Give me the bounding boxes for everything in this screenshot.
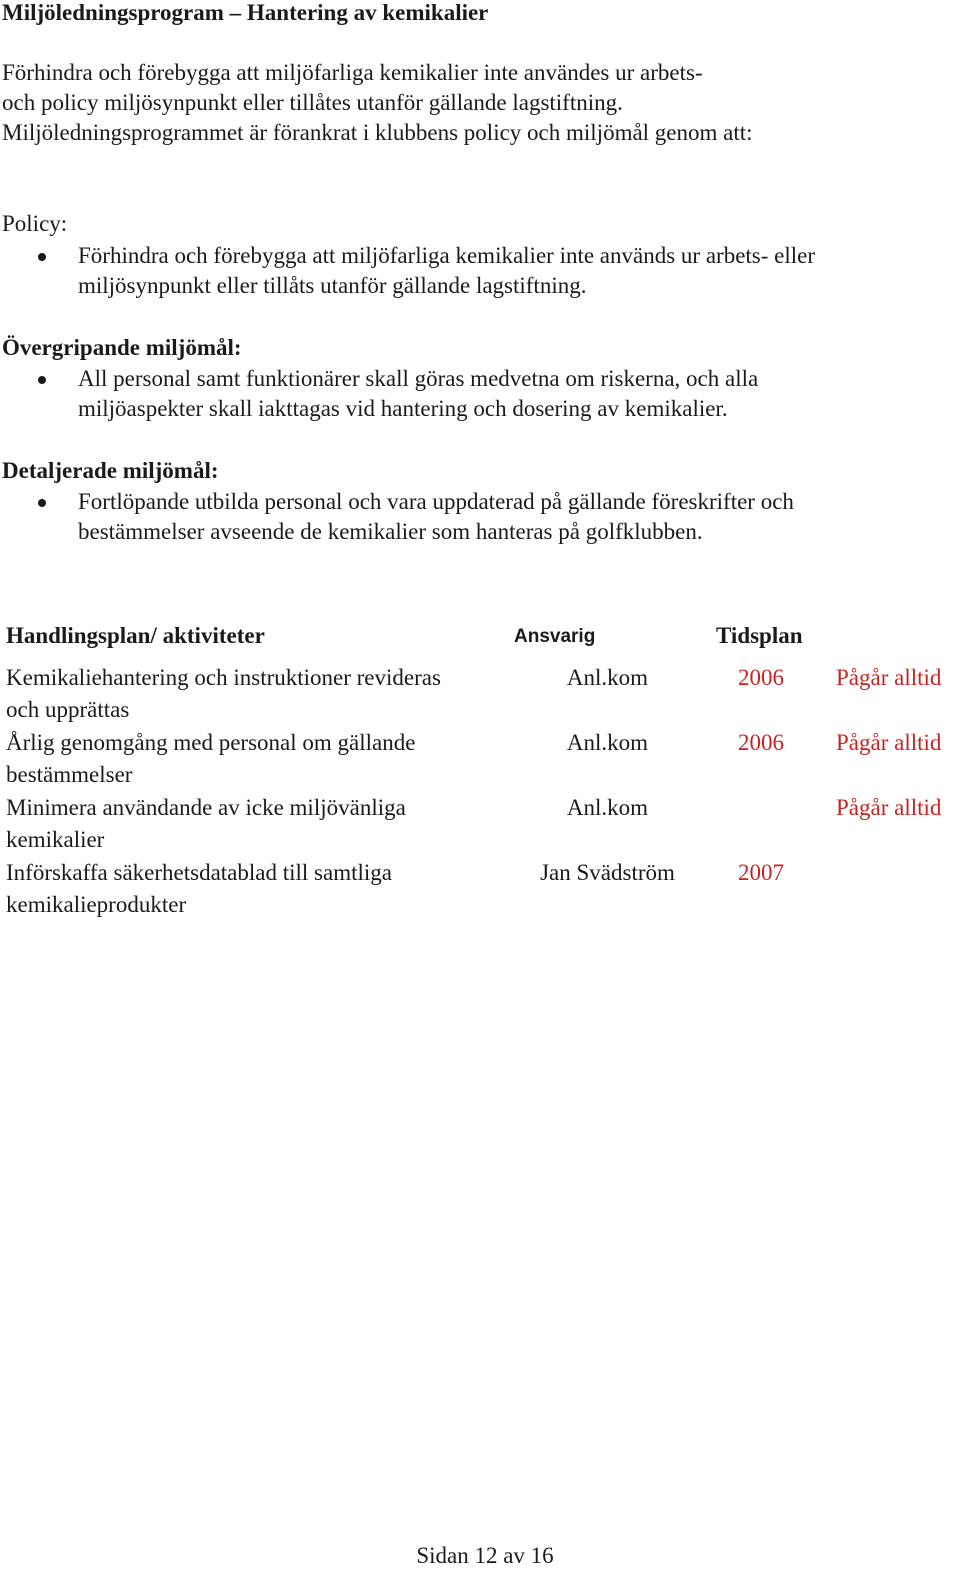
table-row bbox=[0, 662, 960, 727]
policy-heading: Policy: bbox=[2, 211, 68, 236]
action-plan-responsible-header: Ansvarig bbox=[514, 626, 596, 647]
action-plan-activities-header: Handlingsplan/ aktiviteter bbox=[6, 623, 265, 648]
status-cell: Pågår alltid bbox=[836, 665, 942, 690]
list-item-line: All personal samt funktionärer skall göras medvetna om riskerna, och alla bbox=[78, 366, 759, 391]
table-row bbox=[0, 857, 960, 922]
list-item-line: miljöaspekter skall iakttagas vid hantering och dosering av kemikalier. bbox=[78, 396, 728, 421]
year-cell: 2006 bbox=[738, 665, 784, 690]
year-cell: 2006 bbox=[738, 730, 784, 755]
page-title: Miljöledningsprogram – Hantering av kemikalier bbox=[2, 0, 489, 25]
activity-line: Införskaffa säkerhetsdatablad till samtliga bbox=[6, 860, 392, 885]
responsible-cell: Anl.kom bbox=[566, 795, 649, 820]
detailed-goals-heading: Detaljerade miljömål: bbox=[2, 458, 219, 483]
activity-cell bbox=[6, 662, 506, 726]
activity-line: kemikalieprodukter bbox=[6, 892, 187, 917]
table-row bbox=[0, 792, 960, 857]
activity-cell bbox=[6, 857, 506, 921]
action-plan-timeline-header: Tidsplan bbox=[716, 623, 803, 648]
activity-line: Kemikaliehantering och instruktioner revideras bbox=[6, 665, 441, 690]
list-item-text bbox=[78, 487, 940, 547]
year-cell: 2007 bbox=[738, 860, 784, 885]
activity-line: bestämmelser bbox=[6, 762, 133, 787]
table-row bbox=[0, 727, 960, 792]
intro-line: Förhindra och förebygga att miljöfarliga kemikalier inte användes ur arbets- bbox=[2, 60, 703, 85]
list-item-line: bestämmelser avseende de kemikalier som hanteras på golfklubben. bbox=[78, 519, 703, 544]
intro-paragraph bbox=[2, 58, 902, 148]
bullet-icon bbox=[38, 376, 46, 384]
intro-line: och policy miljösynpunkt eller tillåtes utanför gällande lagstiftning. bbox=[2, 90, 623, 115]
activity-line: och upprättas bbox=[6, 697, 130, 722]
bullet-icon bbox=[38, 499, 46, 507]
overall-goals-list bbox=[0, 364, 940, 424]
list-item bbox=[0, 364, 940, 424]
list-item bbox=[0, 487, 940, 547]
activity-line: kemikalier bbox=[6, 827, 105, 852]
activity-cell bbox=[6, 792, 506, 856]
responsible-cell: Anl.kom bbox=[566, 730, 649, 755]
overall-goals-heading: Övergripande miljömål: bbox=[2, 335, 242, 360]
detailed-goals-list bbox=[0, 487, 940, 547]
bullet-icon bbox=[38, 253, 46, 261]
list-item-line: Fortlöpande utbilda personal och vara uppdaterad på gällande föreskrifter och bbox=[78, 489, 794, 514]
activity-line: Årlig genomgång med personal om gällande bbox=[6, 730, 416, 755]
list-item bbox=[0, 241, 940, 301]
intro-line: Miljöledningsprogrammet är förankrat i klubbens policy och miljömål genom att: bbox=[2, 120, 753, 145]
policy-list bbox=[0, 241, 940, 301]
list-item-text bbox=[78, 364, 940, 424]
list-item-text bbox=[78, 241, 940, 301]
list-item-line: miljösynpunkt eller tillåts utanför gällande lagstiftning. bbox=[78, 273, 587, 298]
status-cell: Pågår alltid bbox=[836, 730, 942, 755]
responsible-cell: Anl.kom bbox=[566, 665, 649, 690]
status-cell: Pågår alltid bbox=[836, 795, 942, 820]
list-item-line: Förhindra och förebygga att miljöfarliga kemikalier inte används ur arbets- eller bbox=[78, 243, 816, 268]
page-number: Sidan 12 av 16 bbox=[416, 1543, 554, 1568]
activity-line: Minimera användande av icke miljövänliga bbox=[6, 795, 406, 820]
activity-cell bbox=[6, 727, 506, 791]
responsible-cell: Jan Svädström bbox=[540, 860, 675, 885]
